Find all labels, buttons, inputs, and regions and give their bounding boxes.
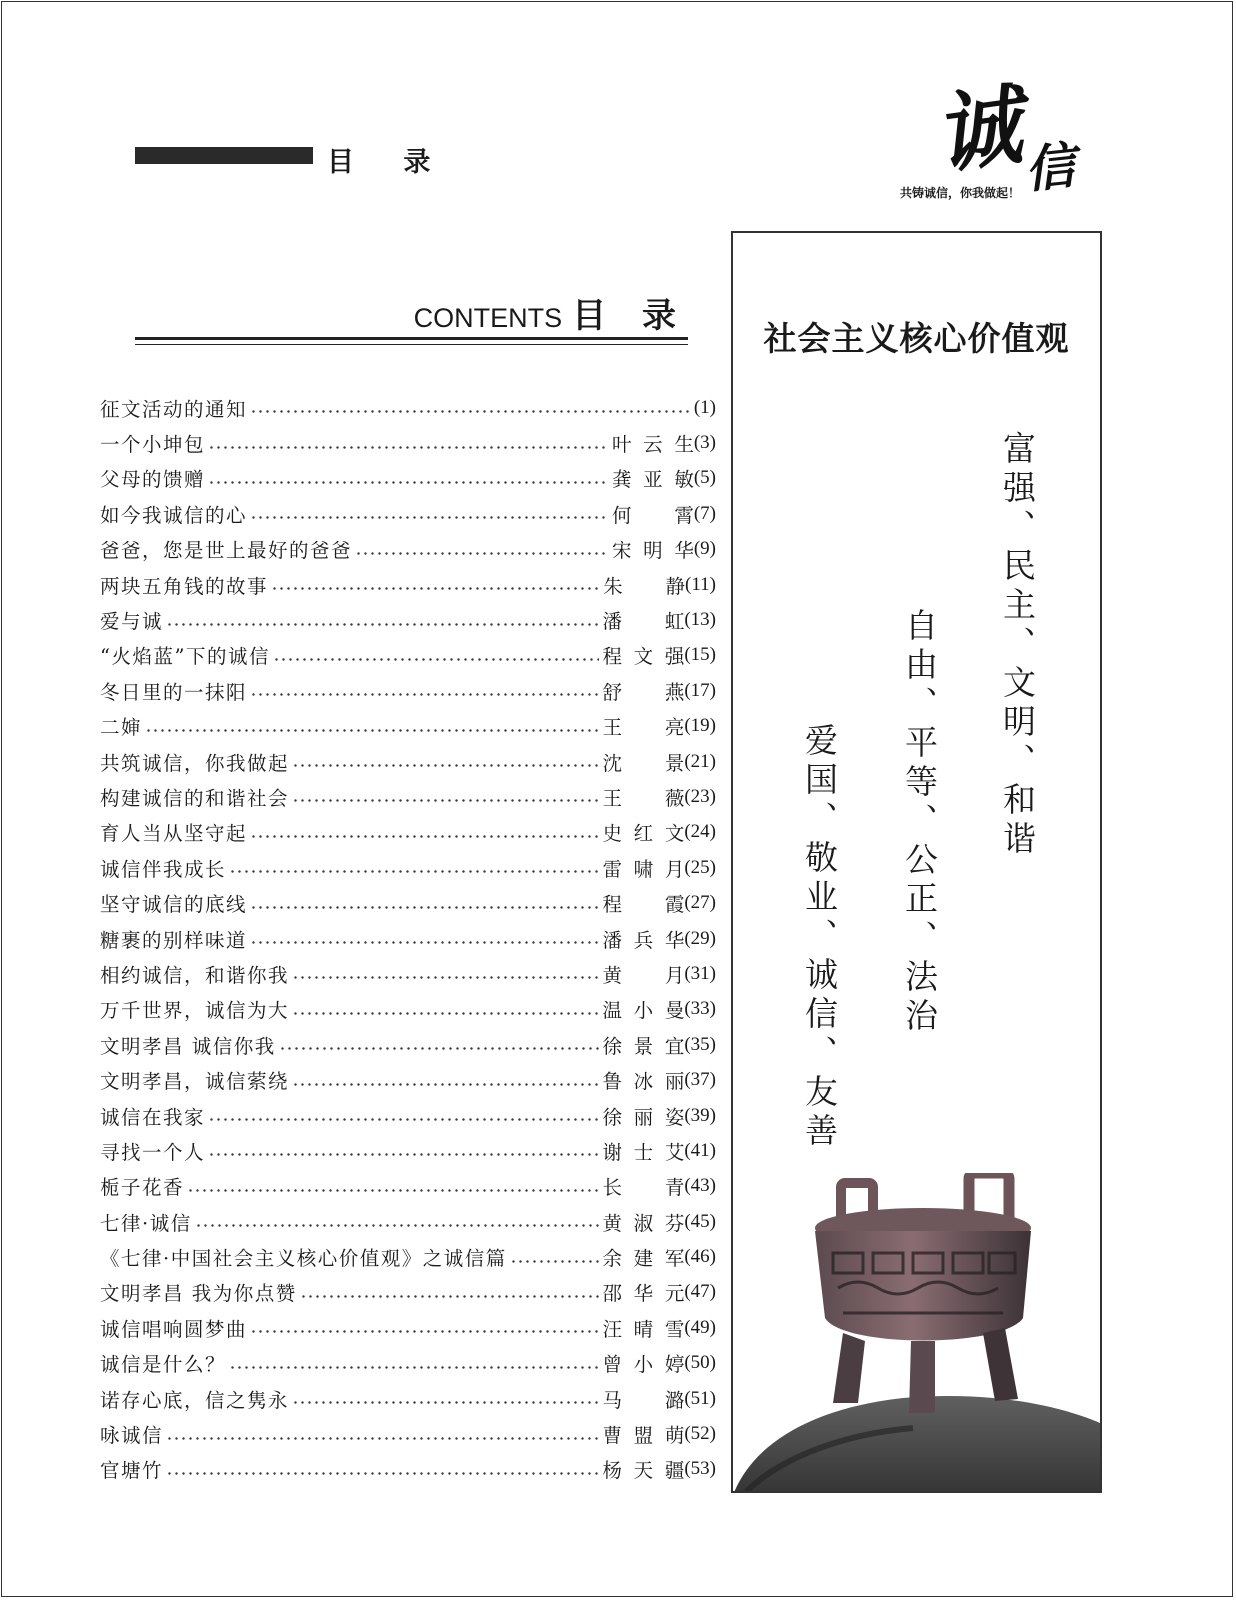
toc-entry-author: 潘 虹 (602, 610, 685, 634)
toc-entry-author: 曾小婷 (602, 1353, 685, 1377)
contents-heading-en: CONTENTS (413, 303, 563, 333)
toc-entry (100, 1062, 716, 1097)
toc-entry-title: 坚守诚信的底线 (100, 893, 248, 917)
toc-entry-page: (27) (684, 892, 716, 914)
toc-entry-title: 诚信在我家 (100, 1105, 206, 1129)
toc-entry-author: 龚亚敏 (611, 468, 694, 492)
toc-entry (100, 425, 716, 460)
toc-entry-title: 文明孝昌 我为你点赞 (100, 1282, 297, 1306)
toc-entry-author: 朱 静 (603, 574, 686, 598)
heading-rule-thick (135, 337, 688, 340)
table-of-contents (100, 390, 716, 1487)
toc-entry-page: (29) (684, 927, 716, 949)
toc-entry-author: 黄 月 (602, 963, 685, 987)
toc-entry-title: 文明孝昌，诚信萦绕 (100, 1070, 290, 1094)
toc-entry-author: 谢士艾 (602, 1140, 685, 1164)
toc-entry-title: “火焰蓝”下的诚信 (100, 645, 270, 669)
toc-entry-title: 诚信唱响圆梦曲 (100, 1317, 248, 1341)
toc-entry (100, 461, 716, 496)
toc-leader-dots (292, 1012, 599, 1015)
toc-entry-page: (17) (684, 679, 716, 701)
core-values-title: 社会主义核心价值观 (763, 319, 1070, 358)
toc-entry-title: 育人当从坚守起 (100, 822, 248, 846)
toc-entry (100, 1027, 716, 1062)
toc-entry (100, 885, 716, 920)
toc-entry (100, 1381, 716, 1416)
toc-entry (100, 850, 716, 885)
toc-entry-page: (46) (684, 1246, 716, 1268)
toc-leader-dots (208, 481, 609, 484)
toc-entry-title: 如今我诚信的心 (100, 503, 248, 527)
logo-char-xin: 信 (1022, 135, 1078, 200)
toc-entry (100, 992, 716, 1027)
toc-entry (100, 1169, 716, 1204)
toc-entry-page: (39) (684, 1104, 716, 1126)
toc-entry-author: 王 亮 (602, 716, 685, 740)
toc-leader-dots (250, 906, 599, 909)
toc-leader-dots (208, 1118, 599, 1121)
header-label: 目 录 (327, 147, 451, 178)
toc-entry-author: 长 青 (602, 1176, 685, 1200)
toc-entry-page: (19) (684, 715, 716, 737)
toc-entry-title: 一个小坤包 (100, 433, 206, 457)
toc-leader-dots (292, 799, 599, 802)
toc-entry-page: (41) (684, 1139, 716, 1161)
toc-entry (100, 1452, 716, 1487)
toc-entry (100, 921, 716, 956)
toc-entry-page: (15) (684, 644, 716, 666)
toc-entry-title: 爱与诚 (100, 610, 164, 634)
toc-entry (100, 1275, 716, 1310)
toc-entry-page: (25) (684, 856, 716, 878)
toc-entry (100, 602, 716, 637)
toc-entry-title: 诺存心底，信之隽永 (100, 1388, 290, 1412)
toc-entry (100, 496, 716, 531)
toc-leader-dots (250, 516, 609, 519)
toc-leader-dots (271, 587, 600, 590)
toc-entry-page: (52) (684, 1423, 716, 1445)
toc-leader-dots (300, 1295, 600, 1298)
core-values-column-3: 爱国、敬业、诚信、友善 (800, 723, 839, 1152)
toc-entry-page: (31) (684, 962, 716, 984)
toc-entry-author: 王 薇 (602, 786, 685, 810)
toc-entry-author: 邵华元 (602, 1282, 685, 1306)
toc-entry-page: (35) (684, 1033, 716, 1055)
toc-entry (100, 1204, 716, 1239)
logo-slogan: 共铸诚信，你我做起！ (900, 186, 1021, 200)
core-values-panel (731, 231, 1102, 1493)
toc-entry-title: 冬日里的一抹阳 (100, 680, 248, 704)
toc-leader-dots (250, 941, 599, 944)
toc-entry-page: (1) (693, 396, 716, 418)
toc-entry (100, 815, 716, 850)
toc-entry-author: 史红文 (602, 822, 685, 846)
toc-entry (100, 532, 716, 567)
toc-entry-author: 舒 燕 (602, 680, 685, 704)
toc-entry-page: (23) (684, 785, 716, 807)
toc-leader-dots (195, 1224, 600, 1227)
toc-entry (100, 673, 716, 708)
toc-leader-dots (187, 1189, 599, 1192)
toc-entry (100, 638, 716, 673)
toc-leader-dots (229, 870, 599, 873)
toc-leader-dots (166, 623, 599, 626)
toc-leader-dots (145, 729, 599, 732)
toc-entry-page: (51) (684, 1387, 716, 1409)
toc-entry (100, 567, 716, 602)
toc-entry (100, 779, 716, 814)
toc-entry-page: (45) (684, 1210, 716, 1232)
toc-leader-dots (208, 446, 609, 449)
toc-leader-dots (250, 410, 691, 413)
toc-entry-author: 汪晴雪 (602, 1317, 685, 1341)
toc-leader-dots (250, 835, 599, 838)
toc-leader-dots (292, 1401, 599, 1404)
toc-entry-author: 叶云生 (611, 433, 694, 457)
toc-leader-dots (166, 1472, 599, 1475)
toc-entry-title: 官塘竹 (100, 1459, 164, 1483)
toc-entry (100, 1098, 716, 1133)
contents-heading-zh: 目 录 (572, 296, 688, 336)
toc-entry (100, 744, 716, 779)
toc-leader-dots (166, 1437, 599, 1440)
toc-entry-author: 马 潞 (602, 1388, 685, 1412)
toc-entry-page: (33) (684, 998, 716, 1020)
contents-heading (414, 288, 688, 337)
toc-entry-author: 徐景宜 (602, 1034, 685, 1058)
toc-entry (100, 1133, 716, 1168)
toc-leader-dots (355, 552, 609, 555)
toc-entry (100, 1346, 716, 1381)
logo (895, 74, 1095, 208)
core-values-column-1: 富强、民主、文明、和谐 (998, 431, 1037, 860)
toc-leader-dots (273, 658, 600, 661)
toc-entry-author: 何 霄 (611, 503, 694, 527)
toc-entry-author: 黄淑芬 (602, 1211, 685, 1235)
toc-entry-page: (50) (684, 1352, 716, 1374)
toc-entry-author: 潘兵华 (602, 928, 685, 952)
toc-entry-page: (5) (693, 467, 716, 489)
toc-leader-dots (292, 1083, 599, 1086)
toc-entry-title: 栀子花香 (100, 1176, 185, 1200)
toc-entry-title: 七律·诚信 (100, 1211, 192, 1235)
header-bar (135, 147, 313, 164)
toc-entry-title: 爸爸，您是世上最好的爸爸 (100, 539, 353, 563)
toc-leader-dots (208, 1153, 599, 1156)
toc-entry-author: 余建军 (602, 1247, 685, 1271)
toc-leader-dots (292, 764, 599, 767)
toc-entry (100, 1239, 716, 1274)
toc-entry-author: 温小曼 (602, 999, 685, 1023)
toc-entry-title: 共筑诚信，你我做起 (100, 751, 290, 775)
toc-entry-author: 程 霞 (602, 893, 685, 917)
toc-entry-title: 寻找一个人 (100, 1140, 206, 1164)
toc-entry-page: (47) (684, 1281, 716, 1303)
toc-entry-author: 雷啸月 (602, 857, 685, 881)
toc-entry-page: (9) (693, 538, 716, 560)
toc-entry-title: 诚信伴我成长 (100, 857, 227, 881)
toc-entry (100, 709, 716, 744)
toc-entry-page: (24) (684, 821, 716, 843)
toc-entry-page: (13) (684, 609, 716, 631)
toc-entry-author: 曹盟萌 (602, 1424, 685, 1448)
toc-entry (100, 1310, 716, 1345)
toc-entry-title: 糖裹的别样味道 (100, 928, 248, 952)
core-values-column-2: 自由、平等、公正、法治 (900, 608, 939, 1037)
toc-entry-page: (37) (684, 1069, 716, 1091)
toc-entry-author: 鲁冰丽 (602, 1070, 685, 1094)
toc-entry-page: (11) (685, 573, 716, 595)
toc-leader-dots (250, 693, 599, 696)
toc-entry-title: 两块五角钱的故事 (100, 574, 269, 598)
toc-entry-page: (49) (684, 1316, 716, 1338)
logo-char-cheng: 诚 (928, 74, 1028, 187)
toc-entry-title: 相约诚信，和谐你我 (100, 963, 290, 987)
toc-leader-dots (279, 1047, 600, 1050)
toc-entry-title: 二婶 (100, 716, 143, 740)
toc-entry-page: (43) (684, 1175, 716, 1197)
toc-entry-author: 宋明华 (611, 539, 694, 563)
toc-entry-title: 构建诚信的和谐社会 (100, 786, 290, 810)
toc-entry (100, 956, 716, 991)
toc-entry-page: (7) (693, 502, 716, 524)
bronze-ding-vessel-image (733, 1173, 1100, 1493)
toc-entry-title: 父母的馈赠 (100, 468, 206, 492)
toc-entry-title: 文明孝昌 诚信你我 (100, 1034, 276, 1058)
toc-entry-author: 程文强 (602, 645, 685, 669)
toc-leader-dots (510, 1260, 600, 1263)
toc-leader-dots (229, 1366, 599, 1369)
toc-entry-author: 徐丽姿 (602, 1105, 685, 1129)
toc-entry-title: 诚信是什么？ (100, 1353, 227, 1377)
heading-rule-thin (135, 344, 688, 345)
toc-entry-page: (53) (684, 1458, 716, 1480)
toc-entry-author: 沈 景 (602, 751, 685, 775)
toc-entry (100, 1416, 716, 1451)
toc-leader-dots (292, 976, 599, 979)
toc-entry-page: (21) (684, 750, 716, 772)
toc-leader-dots (250, 1330, 599, 1333)
toc-entry-author: 杨天疆 (602, 1459, 685, 1483)
toc-entry-title: 征文活动的通知 (100, 397, 248, 421)
toc-entry (100, 390, 716, 425)
toc-entry-title: 万千世界，诚信为大 (100, 999, 290, 1023)
toc-entry-title: 《七律·中国社会主义核心价值观》之诚信篇 (100, 1247, 507, 1271)
toc-entry-title: 咏诚信 (100, 1424, 164, 1448)
toc-entry-page: (3) (693, 432, 716, 454)
